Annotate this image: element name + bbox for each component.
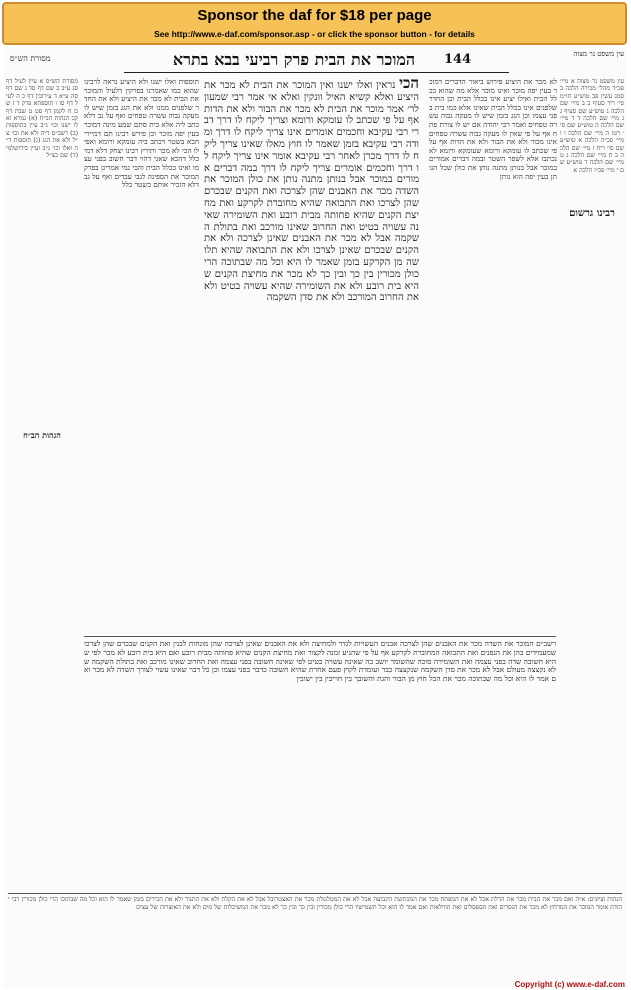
right-margin-notes: עין משפט נר מצוה א מיי׳ פכ״ד מהל׳ מכירה הלכה ב סמג עשין פב טוש״ע חו״מ סי׳ ריד סעיף ב ב מיי׳ שם הלכה ג טוש״ע שם סעיף ג ג מיי׳ שם הלכה ד ד מיי׳ שם הלכה ה טוש״ע שם סי׳ רטו ה מיי׳ שם הלכה ו ו מיי׳ פכ״ה הלכה א טוש״ע שם סי׳ ריח ז מיי׳ שם הלכה ב ח מיי׳ שם הלכה ג ט מיי׳ שם הלכה ד טוש״ע שם י מיי׳ פכ״ו הלכה א xyxy=(560,78,624,174)
bottom-divider xyxy=(84,636,556,637)
rashbam-commentary: רשב״ם המוכר את השדה מכר את האבנים שהן לצרכה אבנים העשויות לגדר ולמחיצה ולא את האבנים שאינן לצרכה שהן מונחות לבנין ואת הקנים שבכרם שהן לצרכו שמעמידים בהן את הגפנים ואת התבואה המחוברת לקרקע אף על פי שהגיע זמנה לקצור ואת מחיצת הקנים שהיא פחותה מבית רובע ואם היא בית רובע לא מכר לפי שהיא חשובה שדה בפני עצמה ואת השומירה סוכה שהשומר יושב בה שאינה עשויה בטיט לפי שאינה חשובה בפני עצמה ואת החרוב שאינו מורכב ואת בתולת השקמה שלא נקצצה מעולם אבל לא מכר את סדן השקמה שנקצצה כבר ועומדת לקוץ פעם אחרת שהיא חשובה כדבר בפני עצמו וכן כל דבר שאינו עשוי לצורך השדה לא מכר ואם אמר לו היא וכל מה שבתוכה מכר את הכל חוץ מן הבור והגת והשובך בין חריבין בין ישובין xyxy=(84,640,556,684)
footer-divider xyxy=(8,893,622,894)
ein-mishpat-label: עין משפט נר מצוה xyxy=(573,50,624,58)
tosafot-column: תוספות ואלו ישנו ולא היציע נראה לרבינו שהוא כמו שאמרנו בפרקין דלעיל והמוכר את הבית לא מכר את היציע ולא את החדר שלפנים ממנו ולא את הגג בזמן שיש לו מעקה גבוה עשרה טפחים ואף על גב דלא כתב ליה אלא בית סתם שמע מינה דמוכר בעין יפה מוכר וכן פירש רבינו תם דמיירי הכא בשטר דכתב ביה עומקא ורומא ואפילו הכי לא מכר ותירץ רבינו יצחק דלא דמי כלל דהכא שאני דהוי דבר חשוב בפני עצמו ואינו בכלל הבית והכי נמי אמרינן בפרק המוכר את הספינה לגבי עבדים ואף על גב דלא הזכיר אותם בשטר כלל xyxy=(84,78,199,190)
sponsor-banner[interactable] xyxy=(2,2,627,45)
left-margin-notes: מסורת הש״ס א עיין לעיל דף סג ע״ב ב שם דף סד ג שם דף סה ע״א ד עירובין דף כ ה לעיל דף סו ו תוספתא פרק ד ז שם ח לקמן דף סט ט שבת דף קכ הגהות הב״ח (א) גמרא ואלו ישנו וכו׳ נ״ב עיין בתוספות (ב) רשב״ם ד״ה ולא את וכו׳ צ״ל ולא את הגג (ג) תוספות ד״ה ואלו וכו׳ נ״ב ועיין בירושלמי (ד) שם כצ״ל xyxy=(6,78,78,160)
copyright-link[interactable]: Copyright (c) www.e-daf.com xyxy=(514,980,625,989)
sponsor-banner-title[interactable]: Sponsor the daf for $18 per page xyxy=(197,7,432,24)
gemara-text: נראין ואלו ישנו ואין המוכר את הבית לא מכר את היציע ואלא קשיא האיל וונקין ואלא אי אמר רבי שמעון לר׳ אמר מוכר את הבית לא מכר את הבור ולא את הדות אף על פי שכתב לו עומקא ורומא וצריך ליקח לו דרך דברי רבי עקיבא וחכמים אומרים אינו צריך ליקח לו דרך ומודה רבי עקיבא בזמן שאמר לו חוץ מאלו שאינו צריך ליקח לו דרך מכרן לאחר רבי עקיבא אומר אינו צריך ליקח לו דרך וחכמים אומרים צריך ליקח לו דרך במה דברים אמורים במוכר אבל בנותן מתנה נותן את כולן המוכר את השדה מכר את האבנים שהן לצרכה ואת הקנים שבכרם שהן לצרכו ואת התבואה שהיא מחוברת לקרקע ואת מחיצת הקנים שהיא פחותה מבית רובע ואת השומירה שאינה עשויה בטיט ואת החרוב שאינו מורכב ואת בתולת השקמה אבל לא מכר את האבנים שאינן לצרכה ולא את הקנים שבכרם שאינן לצרכו ולא את התבואה שהיא תלושה מן הקרקע בזמן שאמר לו היא וכל מה שבתוכה הרי כולן מכורין בין כך ובין כך לא מכר את מחיצת הקנים שהיא בית רובע ולא את השומירה שהיא עשויה בטיט ולא את החרוב המורכב ולא את סדן השקמה xyxy=(204,80,419,304)
rashi-column: לא מכר את היציע פירוש ביאור הדברים דמוכר בעין יפה מוכר ואינו מוכר אלא מה שהוא בכלל הבית ואילו יציע אינו בכלל הבית וכן החדר שלפנים אינו בכלל הבית שאינו אלא כמו בית בפני עצמו וכן הגג בזמן שיש לו מעקה גבוה עשרה טפחים ואמר רבי יהודה אם יש לו צורת פתח אף על פי שאין לו מעקה גבוה עשרה טפחים אינו מכור ולא את הבור ולא את הדות אף על פי שכתב לו עומקא ורומא שעומקא ורומא לא נכתבו אלא לשפר השטר ובמה דברים אמורים במוכר אבל בנותן מתנה נותן את כולן שכל הנותן בעין יפה הוא נותן xyxy=(429,78,557,181)
hagahot-heading: הגהות הב״ח xyxy=(23,430,61,440)
footer-notes: הגהות וציונים: א״ה ואם מכר את הבית מכר את הדלת אבל לא את המפתח מכר את המכתשת הקבועה אבל לא את המטלטלת מכר את האצטרובל אבל לא את הקלת ולא את התנור ולא את הכירים בזמן שאמר לו הוא וכל מה שבתוכו הרי כולן מכורין רבי יהודה אומר המוכר את המרחץ לא מכר את הנסרים ואת הספסלים ואת הווילאות ואם אמר לו הוא וכל תשמישיו הרי כולן מכורין ובין כך ובין כך לא מכר את המשיכלות של מים ולא את האוצרות של עצים xyxy=(8,896,622,911)
talmud-page xyxy=(4,48,626,988)
header-divider xyxy=(124,72,509,73)
sponsor-banner-subtitle[interactable]: See http://www.e-daf.com/sponsor.asp - or click the sponsor button - for details xyxy=(154,29,475,39)
page-header xyxy=(4,50,626,70)
page-number: 144 xyxy=(444,52,472,67)
running-title: המוכר את הבית פרק רביעי בבא בתרא xyxy=(172,50,416,69)
gemara-column xyxy=(204,78,419,633)
gemara-lead-word: הכי xyxy=(399,78,419,92)
masoret-label: מסורת הש״ס xyxy=(10,54,51,63)
rabbeinu-gershom-heading: רבינו גרשום xyxy=(569,208,615,219)
